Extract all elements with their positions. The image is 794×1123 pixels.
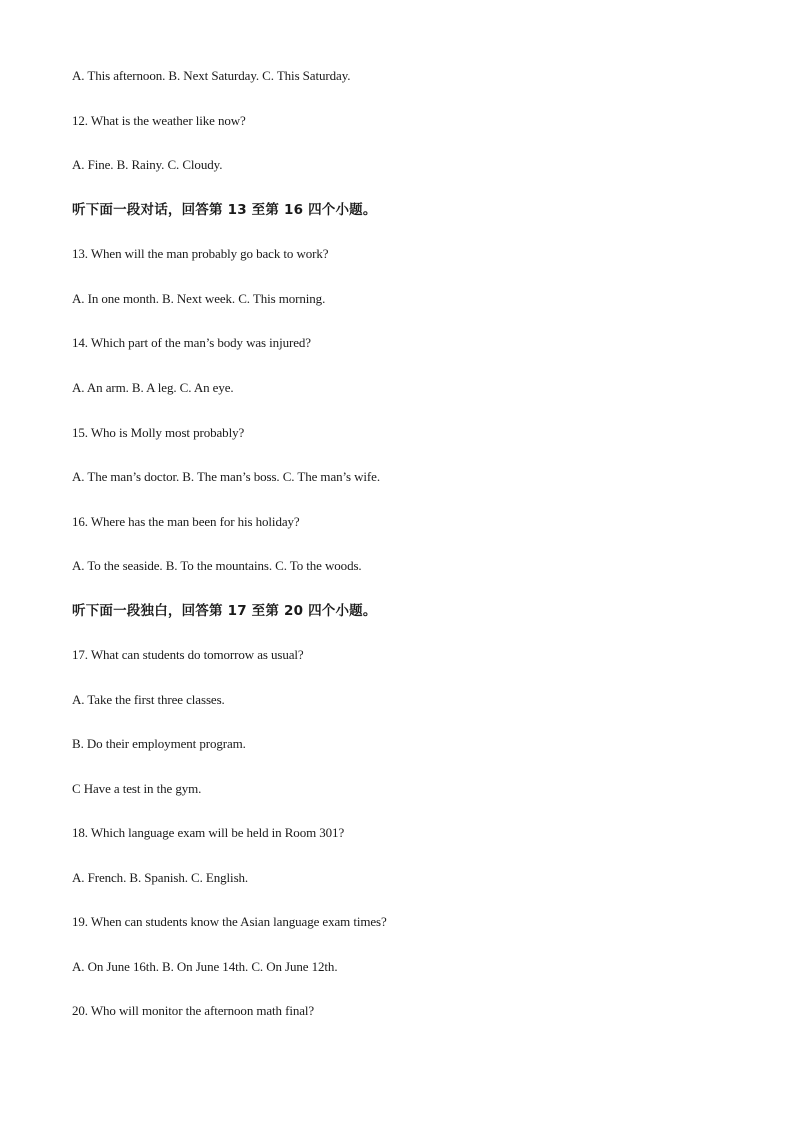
section-heading: 听下面一段对话，回答第 13 至第 16 四个小题。 <box>72 202 377 218</box>
option-line: C Have a test in the gym. <box>72 781 202 796</box>
option-line: A. This afternoon. B. Next Saturday. C. This Saturday. <box>72 68 351 83</box>
question-20: 20. Who will monitor the afternoon math final? <box>72 1003 315 1018</box>
section-heading: 听下面一段独白，回答第 17 至第 20 四个小题。 <box>72 603 377 619</box>
question-12: 12. What is the weather like now? <box>72 113 246 128</box>
question-18: 18. Which language exam will be held in Room 301? <box>72 825 345 840</box>
option-line: B. Do their employment program. <box>72 736 246 751</box>
question-16: 16. Where has the man been for his holiday? <box>72 514 300 529</box>
question-17: 17. What can students do tomorrow as usual? <box>72 647 304 662</box>
question-14: 14. Which part of the man’s body was injured? <box>72 335 311 350</box>
option-line: A. In one month. B. Next week. C. This morning. <box>72 291 326 306</box>
option-line: A. Fine. B. Rainy. C. Cloudy. <box>72 157 223 172</box>
option-line: A. French. B. Spanish. C. English. <box>72 870 249 885</box>
option-line: A. The man’s doctor. B. The man’s boss. C. The man’s wife. <box>72 469 380 484</box>
option-line: A. Take the first three classes. <box>72 692 225 707</box>
question-19: 19. When can students know the Asian language exam times? <box>72 914 387 929</box>
question-13: 13. When will the man probably go back to work? <box>72 246 329 261</box>
option-line: A. On June 16th. B. On June 14th. C. On June 12th. <box>72 959 338 974</box>
question-15: 15. Who is Molly most probably? <box>72 425 245 440</box>
option-line: A. To the seaside. B. To the mountains. C. To the woods. <box>72 558 362 573</box>
option-line: A. An arm. B. A leg. C. An eye. <box>72 380 234 395</box>
